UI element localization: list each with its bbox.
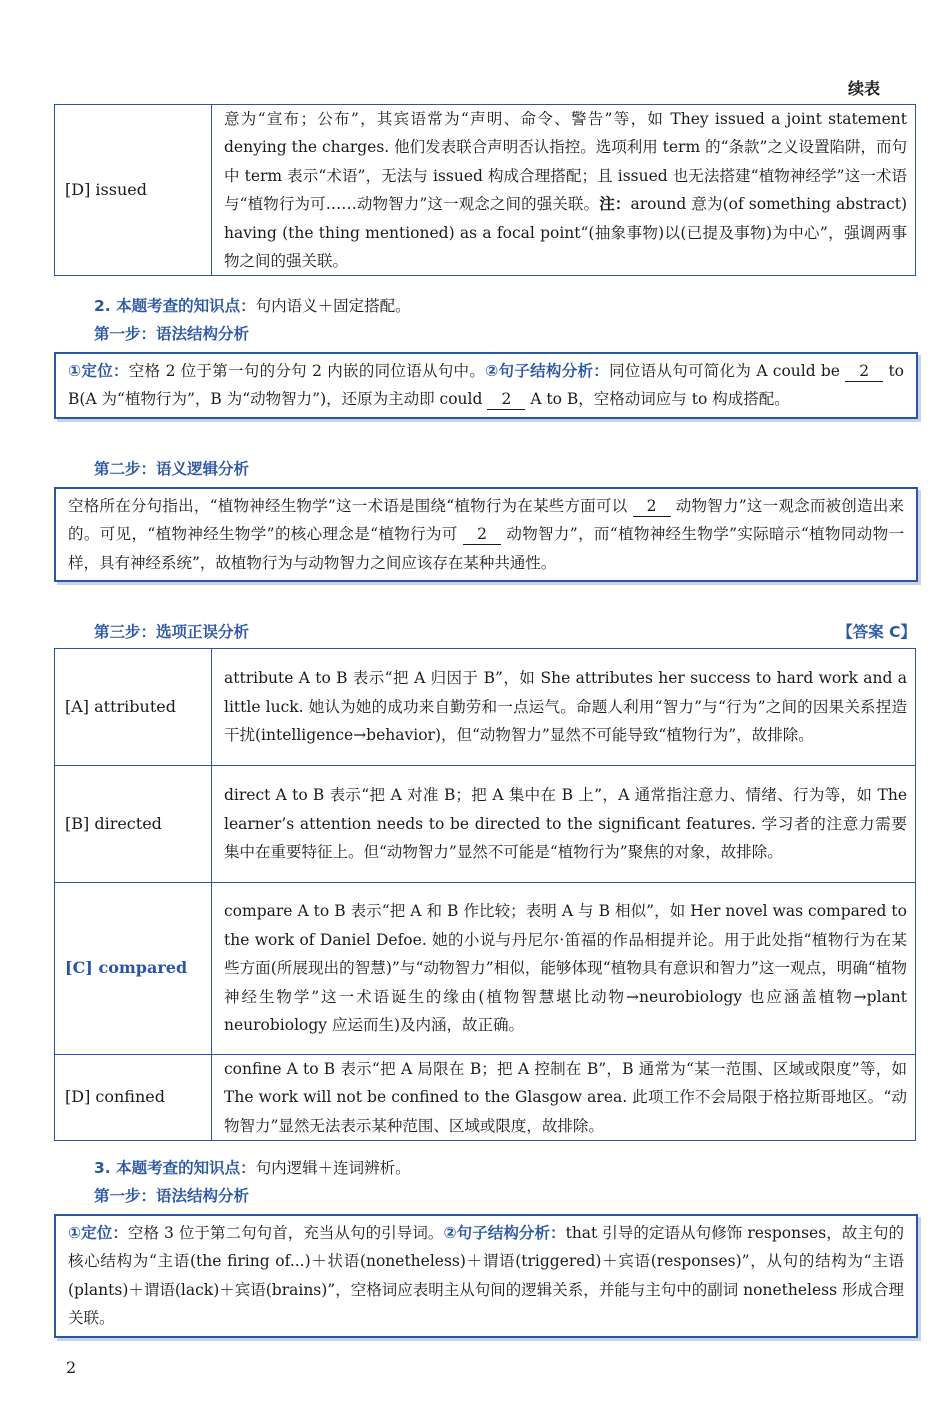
option-c-label: [C] compared xyxy=(55,883,212,1055)
note-label: 注： xyxy=(599,194,631,214)
explanation-issued: 意为“宣布；公布”，其宾语常为“声明、命令、警告”等，如 They issued a joint statement denying the charges. 他们发表联合声明否认指控。选项利用 term 的“条款”之义设置陷阱，而句中 term 表示“术语”，无法与 issued 构成合理搭配；且 issued 也无法搭建“植物神经学”这一术语与“植物行为可……动物智力”这一观念之间的强关联。注：around 意为(of something abstract) having (the thing mentioned) as a focal point“(抽象事物)以(已提及事物)为中心”，强调两事物之间的强关联。 xyxy=(212,105,916,276)
q3-step1-heading: 第一步：语法结构分析 xyxy=(94,1187,250,1205)
option-a-text: attribute A to B 表示“把 A 归因于 B”，如 She attributes her success to hard work and a little luck. 她认为她的成功来自勤劳和一点运气。命题人利用“智力”与“行为”之间的因果关系捏造干扰(intelligence→behavior)，但“动物智力”显然不可能导致“植物行为”，故排除。 xyxy=(212,649,916,766)
blank-2: 2 xyxy=(845,361,883,382)
q2-step2-box: 空格所在分句指出，“植物神经生物学”这一术语是围绕“植物行为在某些方面可以 2 动物智力”这一观念而被创造出来的。可见，“植物神经生物学”的核心理念是“植物行为可 2 动物智力”，而“植物神经生物学”实际暗示“植物同动物一样，具有神经系统”，故植物行为与动物智力之间应该存在某种共通性。 xyxy=(54,487,918,582)
option-d-label: [D] confined xyxy=(55,1055,212,1141)
option-row xyxy=(55,883,916,1055)
option-b-text: direct A to B 表示“把 A 对准 B；把 A 集中在 B 上”，A 通常指注意力、情绪、行为等，如 The learner’s attention needs to be directed to the significant features. 学习者的注意力需要集中在重要特征上。但“动物智力”显然不可能是“植物行为”聚焦的对象，故排除。 xyxy=(212,766,916,883)
option-c-text: compare A to B 表示“把 A 和 B 作比较；表明 A 与 B 相似”，如 Her novel was compared to the work of Daniel Defoe. 她的小说与丹尼尔·笛福的作品相提并论。用于此处指“植物行为在某些方面(所展现出的智慧)”与“动物智力”相似，能够体现“植物具有意识和智力”这一观点，明确“植物神经生物学”这一术语诞生的缘由(植物智慧堪比动物→neurobiology 也应涵盖植物→plant neurobiology 应运而生)及内涵，故正确。 xyxy=(212,883,916,1055)
option-a-label: [A] attributed xyxy=(55,649,212,766)
blank-2: 2 xyxy=(463,524,501,545)
q2-step2-heading: 第二步：语义逻辑分析 xyxy=(94,460,250,478)
q2-step1-box: ①定位：空格 2 位于第一句的分句 2 内嵌的同位语从句中。②句子结构分析：同位语从句可简化为 A could be 2 to B(A 为“植物行为”，B 为“动物智力”)，还原为主动即 could 2 A to B，空格动词应与 to 构成搭配。 xyxy=(54,352,918,419)
q3-heading: 3. 本题考查的知识点：句内逻辑＋连词辨析。 xyxy=(94,1159,411,1177)
blank-2: 2 xyxy=(487,389,525,410)
option-row xyxy=(55,766,916,883)
continued-table-label: 续表 xyxy=(847,79,880,98)
table-issued xyxy=(54,104,916,276)
answer-badge: 【答案 C】 xyxy=(837,623,916,641)
page-number: 2 xyxy=(66,1358,77,1377)
q3-step1-box: ①定位：空格 3 位于第二句句首，充当从句的引导词。②句子结构分析：that 引导的定语从句修饰 responses，故主句的核心结构为“主语(the firing of...)＋状语(nonetheless)＋谓语(triggered)＋宾语(responses)”，从句的结构为“主语(plants)＋谓语(lack)＋宾语(brains)”，空格词应表明主从句间的逻辑关系，并能与主句中的副词 nonetheless 形成合理关联。 xyxy=(54,1214,918,1338)
option-row xyxy=(55,649,916,766)
option-b-label: [B] directed xyxy=(55,766,212,883)
q2-step3-heading: 第三步：选项正误分析 xyxy=(94,623,250,641)
q2-step1-heading: 第一步：语法结构分析 xyxy=(94,325,250,343)
options-table xyxy=(54,648,916,1141)
option-d-text: confine A to B 表示“把 A 局限在 B；把 A 控制在 B”，B 通常为“某一范围、区域或限度”等，如 The work will not be confined to the Glasgow area. 此项工作不会局限于格拉斯哥地区。“动物智力”显然无法表示某种范围、区域或限度，故排除。 xyxy=(212,1055,916,1141)
option-d-issued: [D] issued xyxy=(55,105,212,276)
option-row xyxy=(55,1055,916,1141)
blank-2: 2 xyxy=(633,496,671,517)
q2-heading: 2. 本题考查的知识点：句内语义＋固定搭配。 xyxy=(94,297,411,315)
